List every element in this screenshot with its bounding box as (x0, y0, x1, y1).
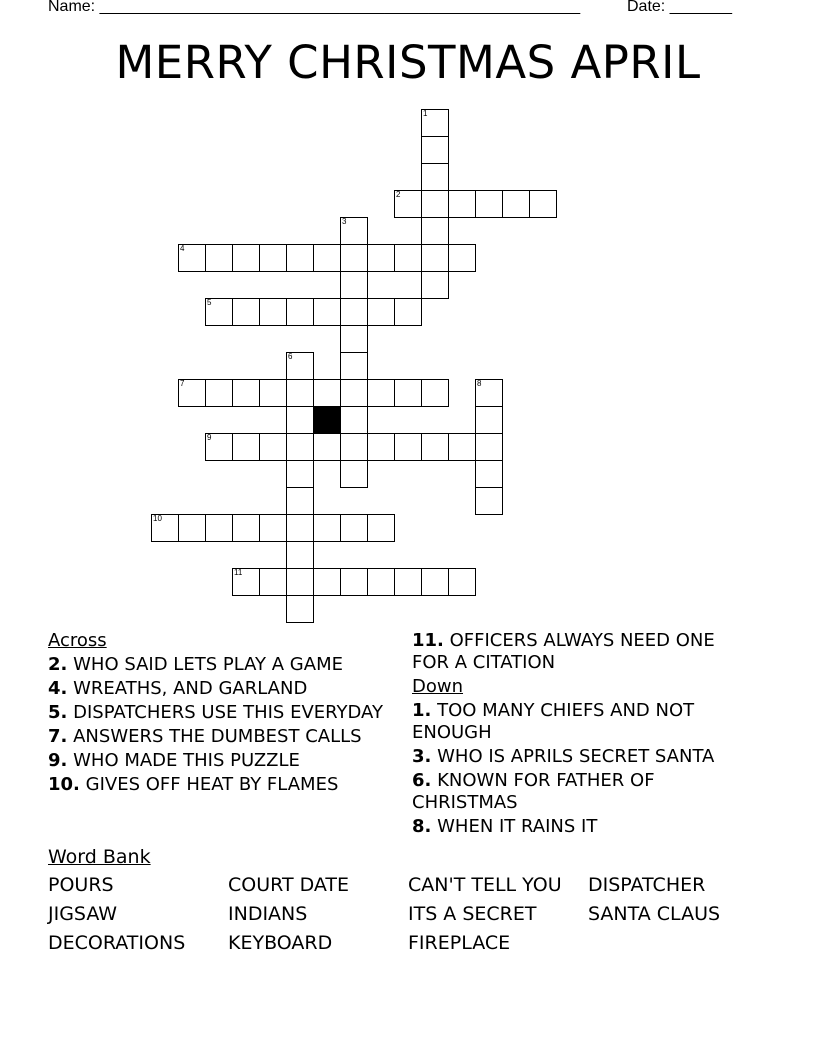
across-clue-10 (48, 774, 388, 796)
word-bank-item: JIGSAW (48, 903, 118, 925)
clue-number: 3. (412, 746, 432, 767)
grid-cell[interactable] (286, 298, 314, 326)
grid-cell[interactable] (286, 487, 314, 515)
across-clue-4 (48, 678, 388, 700)
grid-cell[interactable] (340, 514, 368, 542)
clue-text: DISPATCHERS USE THIS EVERYDAY (73, 702, 383, 723)
grid-cell[interactable] (502, 190, 530, 218)
grid-cell[interactable] (178, 514, 206, 542)
grid-cell-number: 9 (207, 433, 212, 442)
clue-number: 9. (48, 750, 68, 771)
grid-cell[interactable] (259, 433, 287, 461)
clue-text: GIVES OFF HEAT BY FLAMES (85, 774, 339, 795)
puzzle-title: MERRY CHRISTMAS APRIL (115, 36, 701, 89)
grid-cell[interactable] (286, 568, 314, 596)
grid-cell-number: 4 (180, 244, 185, 253)
clue-number: 11. (412, 630, 444, 651)
grid-cell[interactable] (421, 568, 449, 596)
grid-cell[interactable] (232, 379, 260, 407)
across-clue-7 (48, 726, 388, 748)
clue-text: TOO MANY CHIEFS AND NOT ENOUGH (412, 700, 695, 743)
across-clue-5 (48, 702, 388, 724)
grid-cell[interactable] (286, 244, 314, 272)
grid-cell[interactable] (286, 352, 314, 380)
grid-cell[interactable] (340, 379, 368, 407)
word-bank-item: DECORATIONS (48, 932, 186, 954)
word-bank-heading: Word Bank (48, 846, 151, 868)
down-clue-8 (412, 816, 742, 838)
down-heading: Down (412, 676, 464, 697)
grid-cell[interactable] (178, 379, 206, 407)
grid-cell[interactable] (286, 379, 314, 407)
grid-cell[interactable] (394, 433, 422, 461)
grid-cell[interactable] (259, 568, 287, 596)
grid-cell[interactable] (448, 433, 476, 461)
grid-cell[interactable] (205, 379, 233, 407)
grid-cell[interactable] (151, 514, 179, 542)
down-clue-3 (412, 746, 742, 768)
grid-cell[interactable] (475, 433, 503, 461)
down-clue-1 (412, 700, 742, 744)
clue-number: 6. (412, 770, 432, 791)
grid-cell[interactable] (394, 190, 422, 218)
grid-cell[interactable] (421, 136, 449, 164)
grid-cell[interactable] (259, 379, 287, 407)
grid-cell[interactable] (394, 244, 422, 272)
clue-text: WHO MADE THIS PUZZLE (73, 750, 300, 771)
date-field-line[interactable]: Date: _______ (627, 0, 732, 15)
grid-cell[interactable] (475, 190, 503, 218)
grid-cell[interactable] (313, 298, 341, 326)
grid-cell[interactable] (340, 433, 368, 461)
grid-cell[interactable] (421, 271, 449, 299)
grid-cell[interactable] (340, 568, 368, 596)
clue-text: OFFICERS ALWAYS NEED ONE FOR A CITATION (412, 630, 715, 673)
grid-cell-number: 2 (396, 190, 401, 199)
grid-cell[interactable] (340, 298, 368, 326)
grid-cell[interactable] (475, 487, 503, 515)
grid-cell[interactable] (448, 244, 476, 272)
grid-cell[interactable] (286, 541, 314, 569)
grid-cell[interactable] (286, 460, 314, 488)
grid-cell[interactable] (340, 325, 368, 353)
grid-cell[interactable] (313, 379, 341, 407)
grid-cell[interactable] (421, 163, 449, 191)
grid-cell-number: 11 (234, 568, 243, 577)
word-bank-item: POURS (48, 874, 114, 896)
grid-cell[interactable] (529, 190, 557, 218)
grid-black-square (313, 406, 341, 434)
grid-cell-number: 10 (153, 514, 162, 523)
grid-cell-number: 5 (207, 298, 212, 307)
name-field-line[interactable]: Name: ______________________________________________________ (48, 0, 581, 15)
grid-cell[interactable] (340, 271, 368, 299)
grid-cell[interactable] (421, 109, 449, 137)
grid-cell[interactable] (178, 244, 206, 272)
grid-cell[interactable] (259, 244, 287, 272)
word-bank-item: ITS A SECRET (408, 903, 537, 925)
grid-cell-number: 6 (288, 352, 293, 361)
grid-cell[interactable] (367, 514, 395, 542)
grid-cell[interactable] (313, 568, 341, 596)
grid-cell[interactable] (286, 406, 314, 434)
grid-cell[interactable] (421, 433, 449, 461)
grid-cell[interactable] (205, 298, 233, 326)
clue-number: 10. (48, 774, 80, 795)
grid-cell[interactable] (232, 298, 260, 326)
grid-cell[interactable] (367, 298, 395, 326)
grid-cell[interactable] (448, 568, 476, 596)
grid-cell[interactable] (340, 352, 368, 380)
grid-cell[interactable] (205, 244, 233, 272)
grid-cell[interactable] (232, 244, 260, 272)
grid-cell[interactable] (367, 379, 395, 407)
clue-text: WREATHS, AND GARLAND (73, 678, 308, 699)
grid-cell[interactable] (475, 406, 503, 434)
grid-cell[interactable] (313, 514, 341, 542)
clues-left-column (48, 630, 388, 798)
clue-number: 8. (412, 816, 432, 837)
grid-cell[interactable] (421, 190, 449, 218)
grid-cell[interactable] (394, 568, 422, 596)
word-bank-item: CAN'T TELL YOU (408, 874, 562, 896)
grid-cell[interactable] (340, 217, 368, 245)
grid-cell[interactable] (232, 514, 260, 542)
grid-cell[interactable] (232, 568, 260, 596)
grid-cell[interactable] (475, 460, 503, 488)
grid-cell[interactable] (367, 433, 395, 461)
word-bank (48, 874, 768, 955)
grid-cell[interactable] (448, 190, 476, 218)
grid-cell[interactable] (340, 244, 368, 272)
grid-cell[interactable] (232, 433, 260, 461)
grid-cell[interactable] (421, 217, 449, 245)
across-clue-2 (48, 654, 388, 676)
grid-cell[interactable] (394, 379, 422, 407)
word-bank-item: DISPATCHER (588, 874, 706, 896)
grid-cell[interactable] (259, 298, 287, 326)
grid-cell[interactable] (340, 460, 368, 488)
word-bank-item: FIREPLACE (408, 932, 511, 954)
grid-cell[interactable] (259, 514, 287, 542)
clue-text: WHO SAID LETS PLAY A GAME (73, 654, 343, 675)
word-bank-item: SANTA CLAUS (588, 903, 721, 925)
grid-cell[interactable] (421, 244, 449, 272)
clue-text: WHO IS APRILS SECRET SANTA (437, 746, 715, 767)
clue-text: ANSWERS THE DUMBEST CALLS (73, 726, 362, 747)
grid-cell[interactable] (394, 298, 422, 326)
grid-cell-number: 1 (423, 109, 428, 118)
down-clue-6 (412, 770, 742, 814)
grid-cell[interactable] (475, 379, 503, 407)
grid-cell-number: 3 (342, 217, 347, 226)
clue-number: 1. (412, 700, 432, 721)
grid-cell[interactable] (205, 433, 233, 461)
clue-number: 4. (48, 678, 68, 699)
grid-cell[interactable] (313, 433, 341, 461)
clue-text: WHEN IT RAINS IT (437, 816, 598, 837)
grid-cell[interactable] (340, 406, 368, 434)
grid-cell[interactable] (421, 379, 449, 407)
grid-cell[interactable] (286, 433, 314, 461)
word-bank-item: KEYBOARD (228, 932, 333, 954)
grid-cell[interactable] (367, 244, 395, 272)
grid-cell[interactable] (313, 244, 341, 272)
grid-cell[interactable] (286, 595, 314, 623)
across-heading: Across (48, 630, 107, 651)
across-clue-9 (48, 750, 388, 772)
grid-cell[interactable] (367, 568, 395, 596)
clue-number: 7. (48, 726, 68, 747)
across-clue-11 (412, 630, 742, 674)
word-bank-item: COURT DATE (228, 874, 350, 896)
grid-cell[interactable] (205, 514, 233, 542)
clue-number: 2. (48, 654, 68, 675)
clue-number: 5. (48, 702, 68, 723)
word-bank-item: INDIANS (228, 903, 308, 925)
clue-text: KNOWN FOR FATHER OF CHRISTMAS (412, 770, 655, 813)
grid-cell-number: 7 (180, 379, 185, 388)
grid-cell[interactable] (286, 514, 314, 542)
clues-right-column (412, 630, 742, 840)
grid-cell-number: 8 (477, 379, 482, 388)
